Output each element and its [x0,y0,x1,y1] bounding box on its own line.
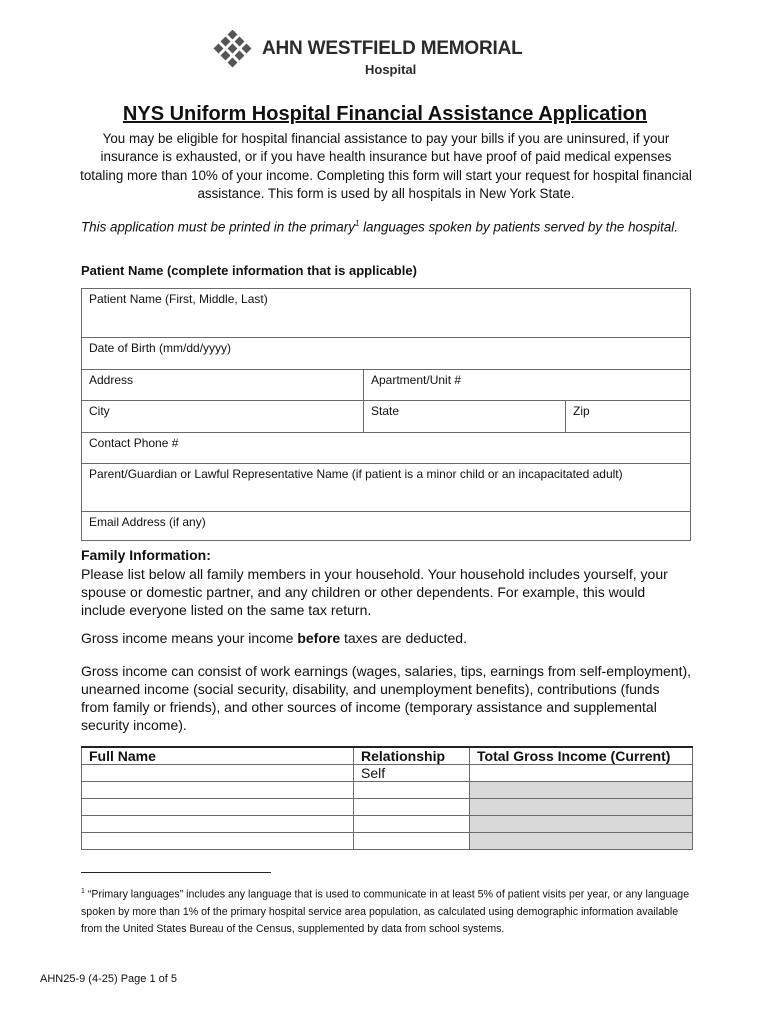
column-header-relationship: Relationship [354,747,470,765]
form-row [82,289,690,337]
hospital-subtitle: Hospital [365,62,417,77]
family-heading: Family Information: [81,547,211,563]
table-row [82,782,693,799]
income-cell[interactable] [470,799,693,816]
full-name-cell[interactable] [82,782,354,799]
guardian-field[interactable]: Parent/Guardian or Lawful Representative Name (if patient is a minor child or an incapacitated adult) [89,467,623,481]
footnote [81,883,693,938]
table-row [82,765,693,782]
patient-info-form [81,288,691,541]
phone-field[interactable]: Contact Phone # [89,436,179,450]
definition-emphasis: before [297,630,341,646]
income-cell[interactable] [470,765,693,782]
footnote-marker: 1 [81,888,85,895]
hospital-logo [210,30,540,80]
address-field[interactable]: Address [89,373,134,387]
patient-section-heading: Patient Name (complete information that is applicable) [81,263,417,278]
form-row [82,432,690,463]
income-cell[interactable] [470,833,693,850]
form-row [82,463,690,511]
form-row [82,337,690,369]
patient-name-field[interactable]: Patient Name (First, Middle, Last) [89,292,268,306]
full-name-cell[interactable] [82,833,354,850]
family-members-table [81,746,693,850]
language-note [81,215,691,237]
state-field[interactable]: State [363,401,565,432]
city-field[interactable]: City [89,404,110,418]
definition-text: Gross income means your income [81,630,298,646]
income-cell[interactable] [470,782,693,799]
form-row [82,369,690,400]
full-name-cell[interactable] [82,765,354,782]
form-row [82,400,690,432]
column-header-income: Total Gross Income (Current) [470,747,693,765]
income-cell[interactable] [470,816,693,833]
gross-income-definition [81,629,691,647]
full-name-cell[interactable] [82,799,354,816]
intro-paragraph: You may be eligible for hospital financial assistance to pay your bills if you are uninsured, if your insurance is exhausted, or if you have health insurance but have proof of paid medical expenses totaling more than 10% of your income. Completing this form will start your request for hospital financial assistance. This form is used by all hospitals in New York State. [80,131,692,201]
relationship-cell[interactable]: Self [354,765,470,782]
income-sources-paragraph: Gross income can consist of work earnings (wages, salaries, tips, earnings from self-employment), unearned income (social security, disability, and unemployment benefits), contributions (funds from family or friends), and other sources of income (temporary assistance and supplemental security income). [81,663,692,733]
definition-text-end: taxes are deducted. [340,630,467,646]
footnote-divider [81,872,271,873]
relationship-cell[interactable] [354,799,470,816]
note-text: This application must be printed in the primary [81,219,355,235]
apartment-field[interactable]: Apartment/Unit # [363,370,690,400]
family-paragraph: Please list below all family members in your household. Your household includes yourself, your spouse or domestic partner, and any children or other dependents. For example, this would include everyone listed on the same tax return. [81,566,668,618]
table-row [82,799,693,816]
hospital-name: AHN WESTFIELD MEMORIAL [262,38,523,59]
full-name-cell[interactable] [82,816,354,833]
relationship-cell[interactable] [354,816,470,833]
footnote-ref: 1 [354,219,360,228]
email-field[interactable]: Email Address (if any) [89,515,206,529]
form-row [82,511,690,540]
table-header-row [82,747,693,765]
dob-field[interactable]: Date of Birth (mm/dd/yyyy) [89,341,232,355]
relationship-cell[interactable] [354,833,470,850]
relationship-cell[interactable] [354,782,470,799]
hospital-logo-mark-icon [210,30,256,76]
table-row [82,833,693,850]
column-header-full-name: Full Name [82,747,354,765]
note-text-end: languages spoken by patients served by the hospital. [359,219,678,235]
page-footer: AHN25-9 (4-25) Page 1 of 5 [40,973,177,985]
table-row [82,816,693,833]
footnote-text: “Primary languages” includes any language that is used to communicate in at least 5% of patient visits per year, or any language spoken by more than 1% of the primary hospital service area population, as calculated using demographic information available from the United States Bureau of the Census, supplemented by data from school systems. [81,888,690,935]
zip-field[interactable]: Zip [565,401,690,432]
page-title: NYS Uniform Hospital Financial Assistance Application [122,103,648,125]
